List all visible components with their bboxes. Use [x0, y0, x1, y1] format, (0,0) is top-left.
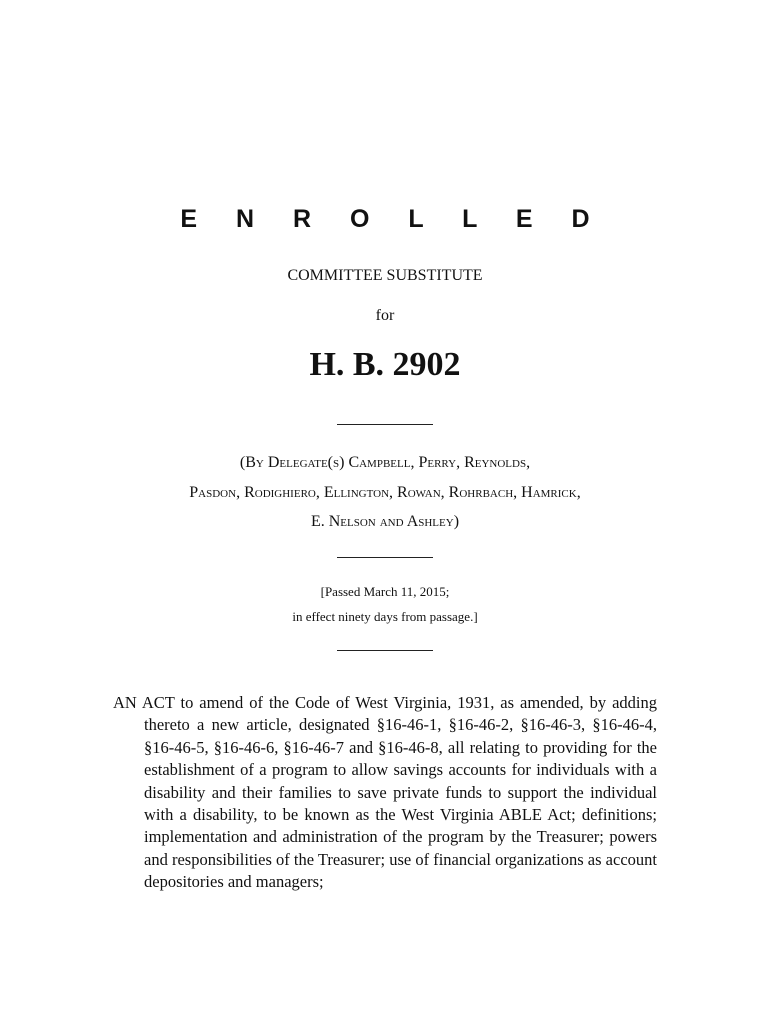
for-label: for	[375, 307, 395, 324]
effective-date-line: in effect ninety days from passage.]	[292, 609, 478, 624]
enrolled-heading: E N R O L L E D	[180, 205, 606, 233]
separator-rule	[337, 557, 433, 558]
separator-rule	[337, 650, 433, 651]
sponsor-line-2: Pasdon, Rodighiero, Ellington, Rowan, Rohrbach, Hamrick,	[189, 484, 581, 501]
act-title-paragraph: AN ACT to amend of the Code of West Virginia, 1931, as amended, by adding thereto a new article, designated §16-46-1, §16-46-2, §16-46-3, §16-46-4, §16-46-5, §16-46-6, §16-46-7 and §16-46-8, all relating to providing for the establishment of a program to allow savings accounts for individuals with a disability and their families to save private funds to support the individual with a disability, to be known as the West Virginia ABLE Act; definitions; implementation and administration of the program by the Treasurer; powers and responsibilities of the Treasurer; use of financial organizations as account depositories and managers;	[113, 693, 657, 892]
separator-rule	[337, 424, 433, 425]
passed-date-line: [Passed March 11, 2015;	[320, 584, 450, 599]
sponsor-line-1: (By Delegate(s) Campbell, Perry, Reynolds,	[239, 454, 531, 471]
sponsor-line-3: E. Nelson and Ashley)	[310, 513, 460, 530]
bill-number: H. B. 2902	[309, 346, 461, 383]
committee-substitute-label: COMMITTEE SUBSTITUTE	[287, 267, 483, 284]
